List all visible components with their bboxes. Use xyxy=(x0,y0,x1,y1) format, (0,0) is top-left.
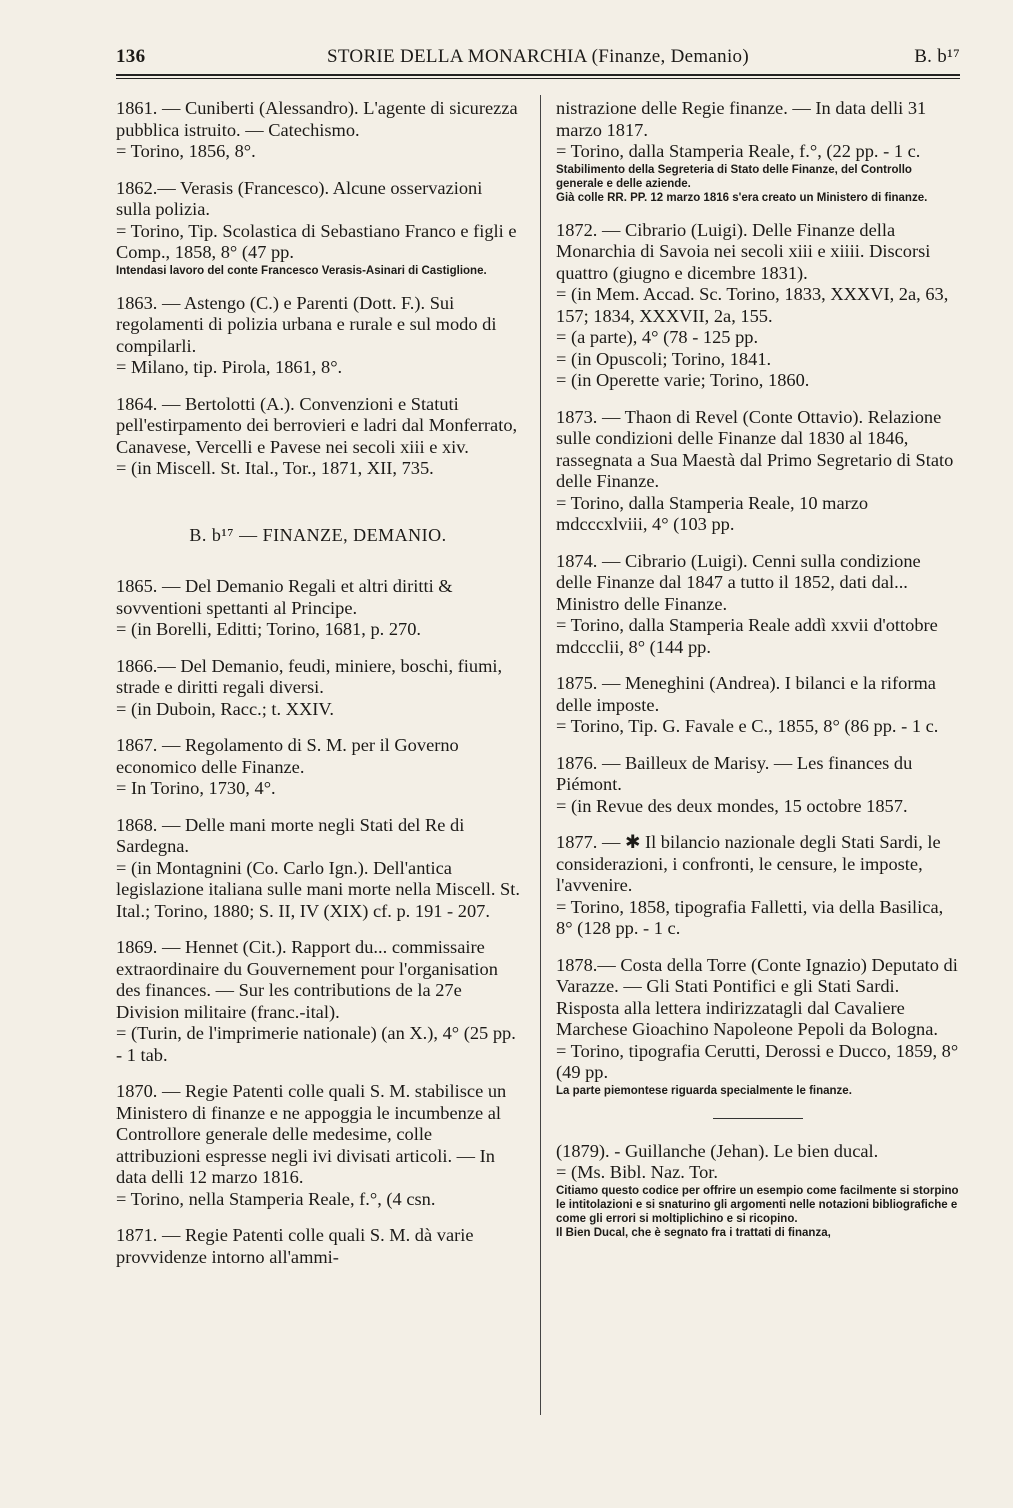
entry-imprint: = (in Mem. Accad. Sc. Torino, 1833, XXXVI, 2a, 63, 157; 1834, XXXVII, 2a, 155. xyxy=(556,284,949,326)
entry-1864 xyxy=(116,394,520,480)
entry-imprint: = (in Miscell. St. Ital., Tor., 1871, XII, 735. xyxy=(116,458,434,478)
entry-note: Il Bien Ducal, che è segnato fra i trattati di finanza, xyxy=(556,1226,831,1239)
entry-imprint: = (Turin, de l'imprimerie nationale) (an X.), 4° (25 pp. - 1 tab. xyxy=(116,1023,516,1065)
running-title: STORIE DELLA MONARCHIA (Finanze, Demanio) xyxy=(327,46,749,67)
entry-1868 xyxy=(116,815,520,923)
entry-text: (1879). - Guillanche (Jehan). Le bien ducal. xyxy=(556,1140,879,1161)
entry-text: 1868. — Delle mani morte negli Stati del Re di Sardegna. xyxy=(116,814,465,856)
entry-text: 1873. — Thaon di Revel (Conte Ottavio). Relazione sulle condizioni delle Finanze dal 1830 al 1846, rassegnata a Sua Maestà dal Primo Segretario di Stato delle Finanze. xyxy=(556,406,954,491)
left-column xyxy=(116,98,520,1283)
entry-imprint: = (in Opuscoli; Torino, 1841. xyxy=(556,348,772,369)
entry-imprint: = (a parte), 4° (78 - 125 pp. xyxy=(556,327,759,347)
separator-rule xyxy=(713,1118,803,1119)
entry-imprint: = Torino, dalla Stamperia Reale, f.°, (22 pp. - 1 c. xyxy=(556,141,921,161)
entry-1865 xyxy=(116,576,520,641)
entry-imprint: = Torino, 1858, tipografia Falletti, via della Basilica, 8° (128 pp. - 1 c. xyxy=(556,896,944,938)
entry-imprint: = (Ms. Bibl. Naz. Tor. xyxy=(556,1162,718,1182)
entry-1876 xyxy=(556,753,960,818)
entry-1871 xyxy=(116,1225,520,1268)
entry-text: 1874. — Cibrario (Luigi). Cenni sulla condizione delle Finanze dal 1847 a tutto il 1852, dati dal... Ministro delle Finanze. xyxy=(556,550,921,614)
entry-imprint: = (in Operette varie; Torino, 1860. xyxy=(556,370,810,390)
entry-1863 xyxy=(116,293,520,379)
entry-text: 1872. — Cibrario (Luigi). Delle Finanze della Monarchia di Savoia nei secoli xiii e xiiii. Discorsi quattro (giugno e dicembre 1831). xyxy=(556,219,931,283)
entry-text: 1870. — Regie Patenti colle quali S. M. stabilisce un Ministero di finanze e ne appoggia le incumbenze al Controllore generale delle medesime, colle attribuzioni espresse negli ivi divisati articoli. — In data delli 12 marzo 1816. xyxy=(116,1081,507,1187)
entry-imprint: = Torino, nella Stamperia Reale, f.°, (4 csn. xyxy=(116,1188,436,1209)
entry-text: 1865. — Del Demanio Regali et altri diritti & sovventioni spettanti al Principe. xyxy=(116,576,453,618)
entry-imprint: = (in Borelli, Editti; Torino, 1681, p. 270. xyxy=(116,619,422,639)
entry-note: La parte piemontese riguarda specialmente le finanze. xyxy=(556,1084,852,1097)
entry-note: Già colle RR. PP. 12 marzo 1816 s'era creato un Ministero di finanze. xyxy=(556,191,928,204)
header-rule-thin xyxy=(116,78,960,79)
entry-1870 xyxy=(116,1081,520,1210)
entry-imprint: = Milano, tip. Pirola, 1861, 8°. xyxy=(116,357,343,377)
entry-1866 xyxy=(116,656,520,721)
entry-text: 1875. — Meneghini (Andrea). I bilanci e la riforma delle imposte. xyxy=(556,673,936,715)
entry-text: 1876. — Bailleux de Marisy. — Les finances du Piémont. xyxy=(556,752,913,794)
entry-note: Stabilimento della Segreteria di Stato delle Finanze, del Controllo generale e delle aziende. xyxy=(556,163,912,190)
entry-text: 1869. — Hennet (Cit.). Rapport du... commissaire extraordinaire du Gouvernement pour l'organisation des finances. — Sur les contributions de la 27e Division militaire (franc.-ital). xyxy=(116,937,498,1022)
entry-text: 1878.— Costa della Torre (Conte Ignazio) Deputato di Varazze. — Gli Stati Pontifici e gli Stati Sardi. Risposta alla lettera indirizzatagli dal Cavaliere Marchese Gioachino Napoleone Pepoli da Bologna. xyxy=(556,954,958,1039)
entry-text: 1871. — Regie Patenti colle quali S. M. dà varie provvidenze intorno all'ammi- xyxy=(116,1225,474,1267)
entry-text: 1877. — ✱ Il bilancio nazionale degli Stati Sardi, le considerazioni, i confronti, le censure, le imposte, l'avvenire. xyxy=(556,832,941,895)
entry-imprint: = (in Revue des deux mondes, 15 octobre 1857. xyxy=(556,795,908,816)
entry-text: 1862.— Verasis (Francesco). Alcune osservazioni sulla polizia. xyxy=(116,177,483,219)
running-header xyxy=(116,42,960,76)
entry-1878 xyxy=(556,955,960,1098)
entry-text: 1866.— Del Demanio, feudi, miniere, boschi, fiumi, strade e diritti regali diversi. xyxy=(116,655,503,697)
entry-1869 xyxy=(116,937,520,1066)
entry-1861 xyxy=(116,98,520,163)
column-divider xyxy=(540,95,541,1415)
entry-note: Intendasi lavoro del conte Francesco Verasis-Asinari di Castiglione. xyxy=(116,264,487,277)
entry-1862 xyxy=(116,178,520,278)
entry-imprint: = Torino, Tip. G. Favale e C., 1855, 8° (86 pp. - 1 c. xyxy=(556,716,939,736)
entry-imprint: = (in Duboin, Racc.; t. XXIV. xyxy=(116,698,334,719)
entry-1871-continued xyxy=(556,98,960,205)
entry-note: Citiamo questo codice per offrire un esempio come facilmente si storpino le intitolazioni e si snaturino gli argomenti nelle notazioni bibliografiche e come gli errori si moltiplichino e si ricopino. xyxy=(556,1184,959,1225)
entry-1874 xyxy=(556,551,960,659)
entry-imprint: = Torino, dalla Stamperia Reale, 10 marzo mdcccxlviii, 4° (103 pp. xyxy=(556,492,869,534)
page-number: 136 xyxy=(116,46,146,67)
entry-text: nistrazione delle Regie finanze. — In data delli 31 marzo 1817. xyxy=(556,98,927,140)
entry-1879 xyxy=(556,1141,960,1240)
entry-text: 1864. — Bertolotti (A.). Convenzioni e Statuti pell'estirpamento dei berrovieri e ladri dal Monferrato, Canavese, Vercelli e Pavese nei secoli xiii e xiv. xyxy=(116,393,518,457)
entry-imprint: = (in Montagnini (Co. Carlo Ign.). Dell'antica legislazione italiana sulle mani morte nella Miscell. St. Ital.; Torino, 1880; S. II, IV (XIX) cf. p. 191 - 207. xyxy=(116,857,520,921)
entry-imprint: = In Torino, 1730, 4°. xyxy=(116,778,276,798)
entry-1877 xyxy=(556,832,960,940)
entry-imprint: = Torino, 1856, 8°. xyxy=(116,141,256,161)
section-heading: B. b¹⁷ — FINANZE, DEMANIO. xyxy=(189,524,447,545)
entry-imprint: = Torino, tipografia Cerutti, Derossi e Ducco, 1859, 8° (49 pp. xyxy=(556,1040,959,1082)
entry-1872 xyxy=(556,220,960,392)
entry-text: 1863. — Astengo (C.) e Parenti (Dott. F.). Sui regolamenti di polizia urbana e rurale e sul modo di compilarli. xyxy=(116,292,497,356)
entry-text: 1867. — Regolamento di S. M. per il Governo economico delle Finanze. xyxy=(116,735,459,777)
entry-text: 1861. — Cuniberti (Alessandro). L'agente di sicurezza pubblica istruito. — Catechismo. xyxy=(116,98,518,140)
right-column xyxy=(556,98,960,1255)
entry-imprint: = Torino, dalla Stamperia Reale addì xxvii d'ottobre mdccclii, 8° (144 pp. xyxy=(556,615,938,657)
entry-1867 xyxy=(116,735,520,800)
entry-imprint: = Torino, Tip. Scolastica di Sebastiano Franco e figli e Comp., 1858, 8° (47 pp. xyxy=(116,220,517,262)
entry-1873 xyxy=(556,407,960,536)
entry-1875 xyxy=(556,673,960,738)
section-signature: B. b¹⁷ xyxy=(914,46,960,67)
header-rule xyxy=(116,74,960,76)
